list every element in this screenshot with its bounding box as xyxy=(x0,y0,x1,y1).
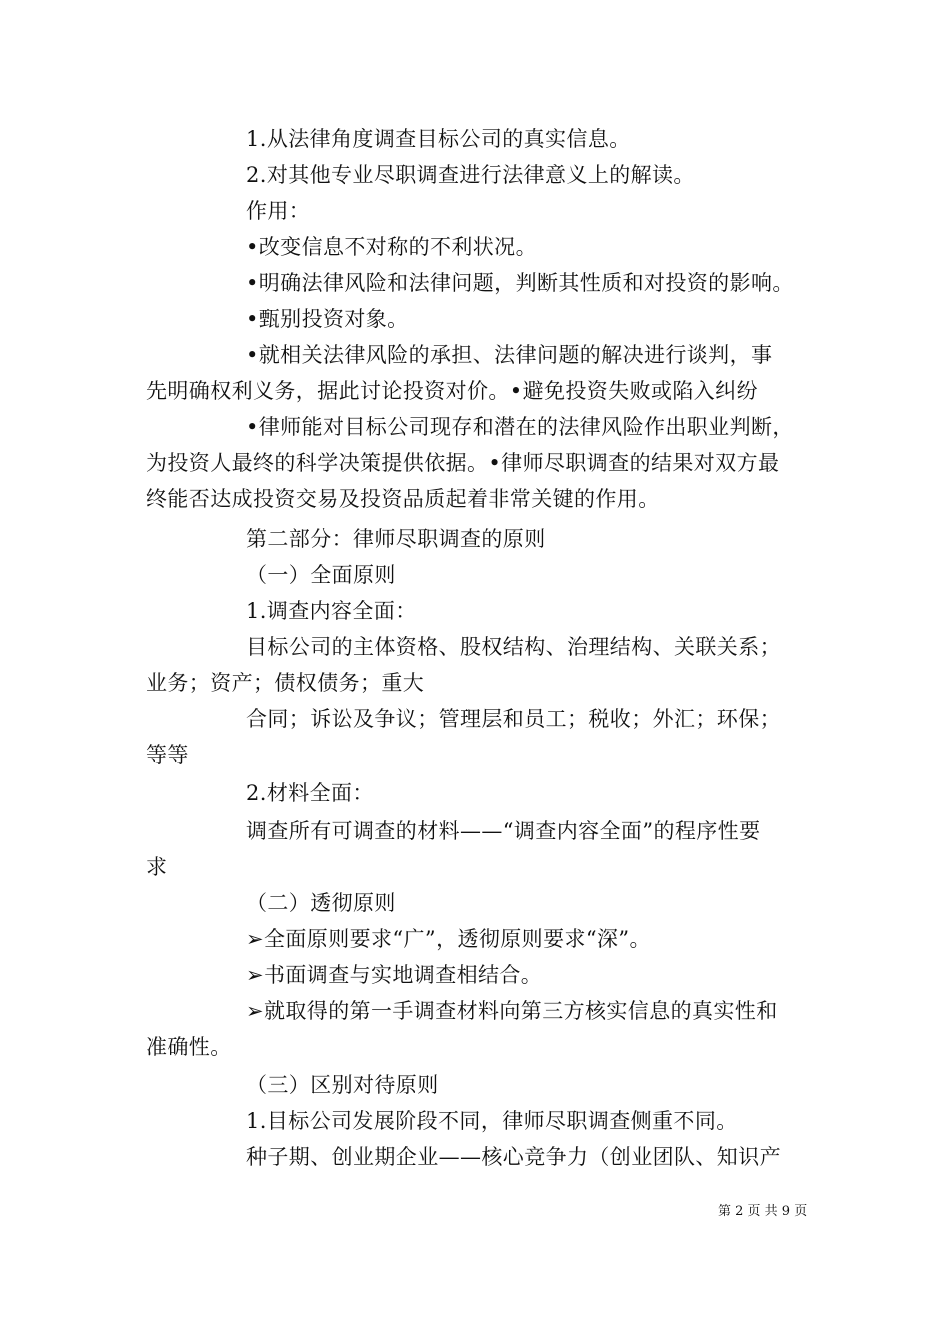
text-line: •改变信息不对称的不利状况。 xyxy=(246,235,537,259)
page-number: 第 2 页 共 9 页 xyxy=(718,1204,808,1219)
text-line: 先明确权利义务，据此讨论投资对价。•避免投资失败或陷入纠纷 xyxy=(146,379,758,403)
text-line: •甄别投资对象。 xyxy=(246,307,409,331)
text-line: ➢全面原则要求“广”，透彻原则要求“深”。 xyxy=(246,927,651,951)
text-line: 为投资人最终的科学决策提供依据。•律师尽职调查的结果对双方最 xyxy=(146,451,780,475)
text-line: 1.调查内容全面： xyxy=(246,599,417,623)
text-line: 目标公司的主体资格、股权结构、治理结构、关联关系； xyxy=(246,635,781,659)
text-line: •就相关法律风险的承担、法律问题的解决进行谈判，事 xyxy=(246,343,773,367)
section-heading: 第二部分：律师尽职调查的原则 xyxy=(246,527,546,551)
text-line: 求 xyxy=(146,855,168,879)
text-line: 准确性。 xyxy=(146,1035,232,1059)
text-line: 作用： xyxy=(246,199,311,223)
text-line: 终能否达成投资交易及投资品质起着非常关键的作用。 xyxy=(146,487,660,511)
text-line: 1.目标公司发展阶段不同，律师尽职调查侧重不同。 xyxy=(246,1109,738,1133)
text-line: •明确法律风险和法律问题，判断其性质和对投资的影响。 xyxy=(246,271,794,295)
text-line: ➢就取得的第一手调查材料向第三方核实信息的真实性和 xyxy=(246,999,778,1023)
text-line: ➢书面调查与实地调查相结合。 xyxy=(246,963,543,987)
text-line: 合同；诉讼及争议；管理层和员工；税收；外汇；环保； xyxy=(246,707,781,731)
subsection-heading: （一）全面原则 xyxy=(246,563,396,587)
text-line: 业务；资产；债权债务；重大 xyxy=(146,671,425,695)
subsection-heading: （二）透彻原则 xyxy=(246,891,396,915)
text-line: •律师能对目标公司现存和潜在的法律风险作出职业判断， xyxy=(246,415,794,439)
text-line: 种子期、创业期企业——核心竞争力（创业团队、知识产 xyxy=(246,1145,781,1169)
subsection-heading: （三）区别对待原则 xyxy=(246,1073,439,1097)
text-line: 2.对其他专业尽职调查进行法律意义上的解读。 xyxy=(246,163,695,187)
text-line: 调查所有可调查的材料——“调查内容全面”的程序性要 xyxy=(246,819,761,843)
text-line: 2.材料全面： xyxy=(246,781,374,805)
text-line: 等等 xyxy=(146,743,189,767)
text-line: 1.从法律角度调查目标公司的真实信息。 xyxy=(246,127,631,151)
